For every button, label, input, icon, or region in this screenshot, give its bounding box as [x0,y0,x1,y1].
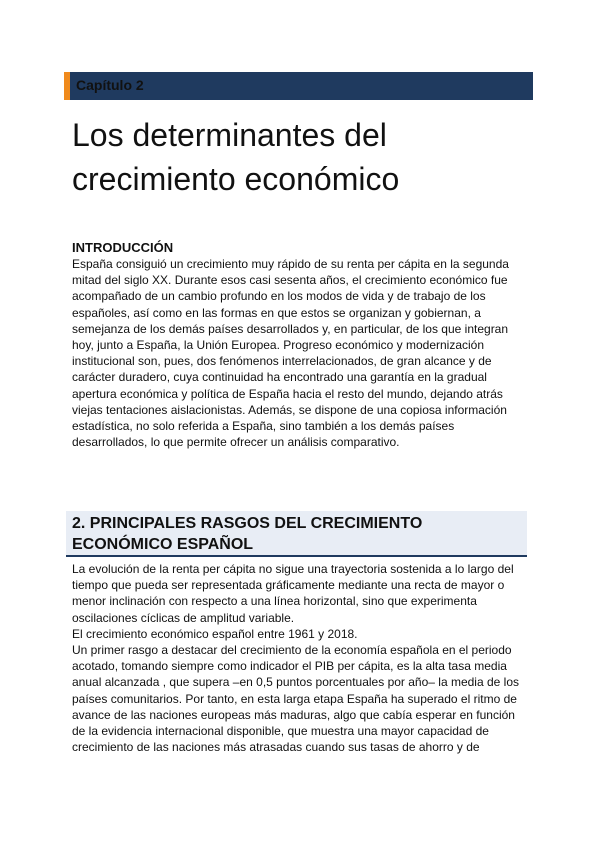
chapter-title: Los determinantes del crecimiento económico [72,117,400,197]
chapter-banner [64,72,533,100]
section-heading: 2. PRINCIPALES RASGOS DEL CRECIMIENTO ECONÓMICO ESPAÑOL [72,515,423,553]
section-paragraph: Un primer rasgo a destacar del crecimiento de la economía española en el periodo acotado, tomando siempre como indicador el PIB per cápita, es la alta tasa media anual alcanzada , que supera –en 0,5 puntos porcentuales por año– la media de los países comunitarios. Por tanto, en esta larga etapa España ha superado el ritmo de avance de las naciones europeas más maduras, algo que cabía esperar en función de la evidencia internacional disponible, que muestra una mayor capacidad de crecimiento de las naciones más atrasadas cuando sus tasas de ahorro y de [72,643,519,755]
introduction-paragraph: España consiguió un crecimiento muy rápido de su renta per cápita en la segunda mitad del siglo XX. Durante esos casi sesenta años, el crecimiento económico fue acompañado de un cambio profundo en los modos de vida y de trabajo de los españoles, así como en las formas en que estos se organizan y gobiernan, a semejanza de los demás países desarrollados y, en particular, de los que integran hoy, junto a España, la Unión Europea. Progreso económico y modernización institucional son, pues, dos fenómenos interrelacionados, de gran alcance y de carácter duradero, cuya continuidad ha encontrado una garantía en la gradual apertura económica y política de España hacia el resto del mundo, dejando atrás viejas tentaciones aislacionistas. Además, se dispone de una copiosa información estadística, no solo referida a España, sino también a los demás países desarrollados, lo que permite ofrecer un análisis comparativo. [72,257,509,450]
chapter-label: Capítulo 2 [76,77,144,93]
introduction-heading: INTRODUCCIÓN [72,240,174,255]
section-paragraph: La evolución de la renta per cápita no sigue una trayectoria sostenida a lo largo del tiempo que pueda ser representada gráficamente mediante una recta de mayor o menor inclinación con respecto a una línea horizontal, sino que experimenta oscilaciones cíclicas de amplitud variable. [72,562,514,625]
section-body [72,561,528,755]
section-paragraph: El crecimiento económico español entre 1961 y 2018. [72,626,358,641]
section-heading-box [66,511,527,557]
